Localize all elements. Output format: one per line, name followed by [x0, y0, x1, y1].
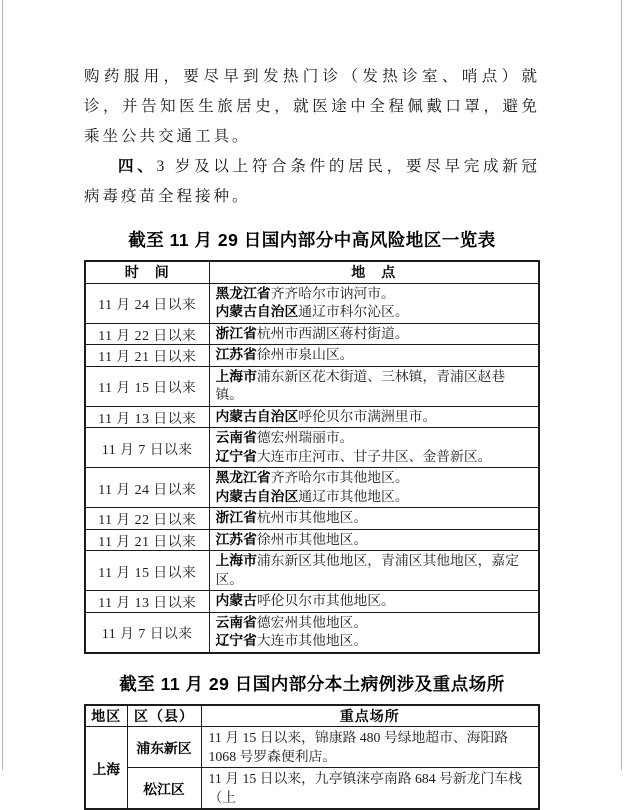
page-left-edge	[2, 0, 3, 770]
region-cell: 上海	[85, 727, 127, 810]
province-name: 内蒙古自治区	[216, 409, 299, 424]
location-line: 内蒙古自治区通辽市其他地区。	[216, 488, 533, 507]
province-name: 云南省	[216, 615, 257, 630]
location-line: 黑龙江省齐齐哈尔市讷河市。	[216, 285, 533, 304]
risk-table-row	[85, 345, 539, 367]
risk-header-time: 时 间	[85, 261, 209, 283]
risk-table-row	[85, 406, 539, 428]
location-cell	[209, 428, 539, 468]
time-cell: 11 月 15 日以来	[85, 551, 209, 591]
venues-header-venues: 重点场所	[201, 705, 539, 727]
time-cell: 11 月 24 日以来	[85, 468, 209, 508]
location-line: 上海市浦东新区其他地区，青浦区其他地区，嘉定区。	[216, 552, 533, 589]
risk-table-row	[85, 591, 539, 613]
location-line: 辽宁省大连市庄河市、甘子井区、金普新区。	[216, 448, 533, 467]
paragraph-continuation	[84, 62, 540, 152]
risk-table-header-row	[85, 261, 539, 283]
province-name: 云南省	[216, 430, 257, 445]
paragraph-bold-prefix: 四、	[118, 158, 157, 175]
paragraph-item-four	[84, 152, 540, 212]
location-line: 内蒙古呼伦贝尔市其他地区。	[216, 592, 533, 611]
time-cell: 11 月 21 日以来	[85, 345, 209, 367]
paragraph-text: 3 岁及以上符合条件的居民，要尽早完成新冠病毒疫苗全程接种。	[84, 158, 540, 205]
location-cell	[209, 612, 539, 653]
time-cell: 11 月 24 日以来	[85, 283, 209, 323]
location-line: 上海市浦东新区花木街道、三林镇，青浦区赵巷镇。	[216, 368, 533, 405]
risk-table-row	[85, 508, 539, 530]
venues-header-district: 区（县）	[127, 705, 201, 727]
province-name: 江苏省	[216, 347, 257, 362]
location-line: 辽宁省大连市其他地区。	[216, 632, 533, 651]
risk-table-body	[85, 283, 539, 653]
location-line: 浙江省杭州市其他地区。	[216, 509, 533, 528]
location-cell	[209, 508, 539, 530]
venues-table-row	[85, 768, 539, 810]
risk-table-row	[85, 468, 539, 508]
venues-header-region: 地区	[85, 705, 127, 727]
location-line: 江苏省徐州市泉山区。	[216, 346, 533, 365]
province-name: 江苏省	[216, 532, 257, 547]
province-name: 辽宁省	[216, 449, 257, 464]
page-right-edge	[621, 0, 622, 770]
province-name: 黑龙江省	[216, 470, 271, 485]
venues-table-body	[85, 727, 539, 810]
location-cell	[209, 366, 539, 406]
time-cell: 11 月 13 日以来	[85, 406, 209, 428]
risk-table-row	[85, 529, 539, 551]
location-cell	[209, 406, 539, 428]
district-cell: 松江区	[127, 768, 201, 810]
location-line: 黑龙江省齐齐哈尔市其他地区。	[216, 469, 533, 488]
province-name: 辽宁省	[216, 633, 257, 648]
province-name: 上海市	[216, 553, 257, 568]
risk-table-row	[85, 551, 539, 591]
key-venues-table	[84, 704, 540, 810]
venue-cell: 11 月 15 日以来，锦康路 480 号绿地超市、海阳路 1068 号罗森便利店。	[201, 727, 539, 768]
time-cell: 11 月 22 日以来	[85, 508, 209, 530]
province-name: 内蒙古自治区	[216, 304, 299, 319]
district-cell: 浦东新区	[127, 727, 201, 768]
location-cell	[209, 345, 539, 367]
risk-header-location: 地 点	[209, 261, 539, 283]
risk-table-title: 截至 11 月 29 日国内部分中高风险地区一览表	[84, 227, 540, 253]
time-cell: 11 月 7 日以来	[85, 612, 209, 653]
time-cell: 11 月 21 日以来	[85, 529, 209, 551]
location-line: 内蒙古自治区通辽市科尔沁区。	[216, 303, 533, 322]
venues-table-title: 截至 11 月 29 日国内部分本土病例涉及重点场所	[84, 671, 540, 697]
province-name: 内蒙古	[216, 593, 257, 608]
location-cell	[209, 323, 539, 345]
province-name: 浙江省	[216, 326, 257, 341]
location-line: 内蒙古自治区呼伦贝尔市满洲里市。	[216, 408, 533, 427]
location-cell	[209, 591, 539, 613]
risk-table-row	[85, 366, 539, 406]
province-name: 黑龙江省	[216, 286, 271, 301]
risk-area-table	[84, 260, 540, 654]
location-cell	[209, 283, 539, 323]
location-cell	[209, 551, 539, 591]
location-line: 云南省德宏州其他地区。	[216, 614, 533, 633]
venue-cell: 11 月 15 日以来，九亭镇涞亭南路 684 号新龙门车栈（上	[201, 768, 539, 810]
location-line: 云南省德宏州瑞丽市。	[216, 429, 533, 448]
province-name: 浙江省	[216, 510, 257, 525]
location-line: 江苏省徐州市其他地区。	[216, 531, 533, 550]
location-cell	[209, 468, 539, 508]
risk-table-row	[85, 428, 539, 468]
location-cell	[209, 529, 539, 551]
time-cell: 11 月 13 日以来	[85, 591, 209, 613]
time-cell: 11 月 15 日以来	[85, 366, 209, 406]
risk-table-row	[85, 283, 539, 323]
venues-table-row	[85, 727, 539, 768]
document-page	[84, 62, 540, 810]
province-name: 上海市	[216, 369, 257, 384]
province-name: 内蒙古自治区	[216, 489, 299, 504]
time-cell: 11 月 22 日以来	[85, 323, 209, 345]
venues-table-header-row	[85, 705, 539, 727]
risk-table-row	[85, 612, 539, 653]
paragraph-text: 购药服用，要尽早到发热门诊（发热诊室、哨点）就诊，并告知医生旅居史，就医途中全程佩戴口罩，避免乘坐公共交通工具。	[84, 68, 540, 145]
risk-table-row	[85, 323, 539, 345]
location-line: 浙江省杭州市西湖区蒋村街道。	[216, 325, 533, 344]
time-cell: 11 月 7 日以来	[85, 428, 209, 468]
